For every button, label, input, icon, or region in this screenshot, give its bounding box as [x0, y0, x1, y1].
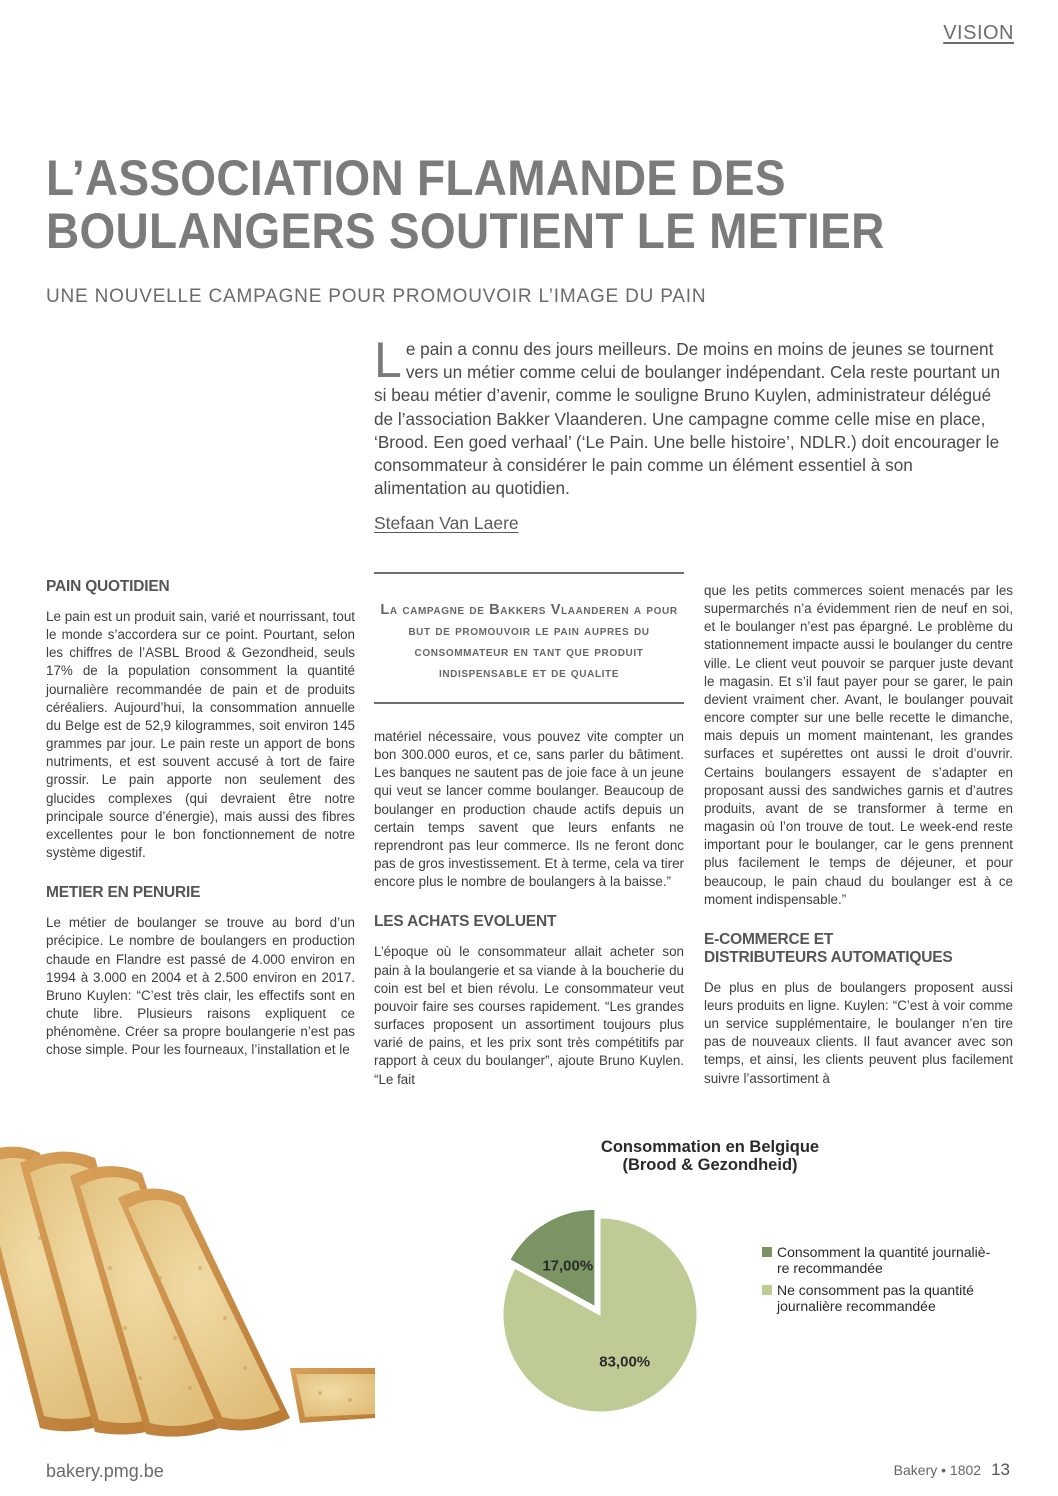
article-subtitle: UNE NOUVELLE CAMPAGNE POUR PROMOUVOIR L’IMAGE DU PAIN	[46, 286, 707, 307]
legend-swatch	[762, 1247, 772, 1257]
heading-line: DISTRIBUTEURS AUTOMATIQUES	[704, 948, 953, 966]
paragraph: matériel nécessaire, vous pouvez vite compter un bon 300.000 euros, et ce, sans parler du bâtiment. Les banques ne sautent pas de joie face à un jeune qui veut se lancer comme boulanger. Beaucoup de boulanger en production chaude actifs depuis un certain temps savent que leurs enfants ne reprendront pas leur commerce. Ils ne feront donc pas de gros investissement. Et à terme, cela va tirer encore plus le nombre de boulangers à la baisse.”	[374, 729, 684, 890]
heading-les-achats-evoluent: LES ACHATS EVOLUENT	[374, 913, 557, 931]
heading-pain-quotidien: PAIN QUOTIDIEN	[46, 578, 170, 595]
legend-label: Ne consomment pas la quantité	[777, 1282, 974, 1298]
legend-item	[762, 1244, 1022, 1276]
article-title	[46, 152, 929, 258]
legend-item	[762, 1282, 1022, 1314]
heading-metier-en-penurie: METIER EN PENURIE	[46, 884, 201, 902]
lead-paragraph	[374, 332, 1008, 500]
title-line-1: L’ASSOCIATION FLAMANDE DES	[46, 150, 786, 206]
column-3	[704, 582, 1013, 1088]
pie-data-label: 83,00%	[599, 1353, 651, 1371]
paragraph: L’époque où le consommateur allait acheter son pain à la boulangerie et sa viande à la boucherie du coin est bel et bien révolu. Le consommateur veut pouvoir faire ses courses rapidement. “Les grandes surfaces proposent un assortiment toujours plus varié de pains, et les prix sont très compétitifs par rapport à ceux du boulanger”, ajoute Bruno Kuylen. “Le fait	[374, 944, 684, 1087]
paragraph: Le pain est un produit sain, varié et nourrissant, tout le monde s’accordera sur ce point. Pourtant, selon les chiffres de l’ASBL Brood & Gezondheid, seuls 17% de la population consomment la quantité journalière recommandée de pain et de produits céréaliers. Aujourd’hui, la consommation annuelle du Belge est de 52,9 kilogrammes, soit environ 145 grammes par jour. Le pain reste un apport de bons nutriments, et est souvent accusé à tort de faire grossir. Le pain apporte non seulement des glucides complexes (qui devraient être notre principale source d’énergie), mais aussi des fibres excellentes pour le bon fonctionnement de notre système digestif.	[46, 609, 355, 861]
legend-swatch	[762, 1285, 772, 1295]
author-link[interactable]: Stefaan Van Laere	[374, 513, 519, 533]
legend-label: journalière recommandée	[777, 1298, 936, 1314]
drop-cap: L	[374, 332, 402, 388]
chart-title-line-1: Consommation en Belgique	[600, 1138, 820, 1156]
issue-info	[894, 1460, 1010, 1480]
page-number: 13	[991, 1460, 1010, 1479]
pull-quote: La campagne de Bakkers Vlaanderen a pour but de promouvoir le pain aupres du consommateur en tant que produit indispensable et de qualite	[374, 572, 684, 704]
bread-slices-photo	[0, 1118, 375, 1440]
lead-text: e pain a connu des jours meilleurs. De moins en moins de jeunes se tournent vers un métier comme celui de boulanger indépendant. Cela reste pourtant un si beau métier d’avenir, comme le souligne Bruno Kuylen, administrateur délégué de l’association Bakker Vlaanderen. Une campagne comme celle mise en place, ‘Brood. Een goed verhaal’ (‘Le Pain. Une belle histoire’, NDLR.) doit encourager le consommateur à considérer le pain comme un élément essentiel à son alimentation au quotidien.	[374, 339, 1001, 499]
title-line-2: BOULANGERS SOUTIENT LE METIER	[46, 203, 885, 259]
chart-title	[540, 1138, 880, 1174]
chart-legend	[762, 1244, 1022, 1320]
issue-label: Bakery • 1802	[893, 1462, 982, 1478]
pie-data-label: 17,00%	[542, 1257, 594, 1275]
heading-line: E-COMMERCE ET	[704, 930, 834, 948]
column-1	[46, 578, 355, 1059]
bread-slice	[290, 1368, 375, 1423]
section-tag[interactable]: VISION	[943, 22, 1014, 44]
bread-illustration	[0, 1118, 375, 1440]
paragraph: De plus en plus de boulangers proposent aussi leurs produits en ligne. Kuylen: “C’est à voir comme un service supplémentaire, le boulanger n’en tire pas de nouveaux clients. Il faut avancer avec son temps, et ainsi, les clients peuvent plus facilement suivre l’assortiment à	[704, 979, 1013, 1086]
website-link[interactable]: bakery.pmg.be	[46, 1461, 164, 1481]
legend-label: Consomment la quantité journaliè-	[777, 1244, 991, 1260]
pie-chart	[480, 1180, 730, 1440]
paragraph: Le métier de boulanger se trouve au bord d’un précipice. Le nombre de boulangers en production chaude en Flandre est passé de 4.000 environ en 1994 à 3.000 en 2004 et à 2.500 environ en 2017. Bruno Kuylen: “C’est très clair, les effectifs sont en chute libre. Plusieurs raisons expliquent ce phénomène. Créer sa propre boulangerie n’est pas chose simple. Pour les fourneaux, l’installation et le	[46, 915, 355, 1058]
legend-label: re recommandée	[777, 1260, 883, 1276]
column-2	[374, 728, 684, 1089]
paragraph: que les petits commerces soient menacés par les supermarchés n’a évidemment rien de neuf en soi, et le boulanger n’est pas épargné. Le problème du stationnement impacte aussi le boulanger du centre ville. Le client veut pouvoir se parquer juste devant le magasin. Et s’il faut payer pour se garer, le pain devient vraiment cher. Avant, le boulanger pouvait encore compter sur une belle recette le dimanche, mais depuis un moment maintenant, les grandes surfaces et supérettes ont aussi le droit d’ouvrir. Certains boulangers essayent de s’adapter en proposant aussi des sandwiches garnis et d’autres produits, avant de se transformer à terme en magasin où l’on trouve de tout. Le week-end reste important pour le boulanger, car le gens prennent plus facilement le temps de déjeuner, et pour beaucoup, le pain chaud du boulanger est à ce moment indispensable.”	[704, 583, 1013, 907]
heading-e-commerce	[704, 931, 1013, 967]
chart-title-line-2: (Brood & Gezondheid)	[622, 1156, 798, 1174]
